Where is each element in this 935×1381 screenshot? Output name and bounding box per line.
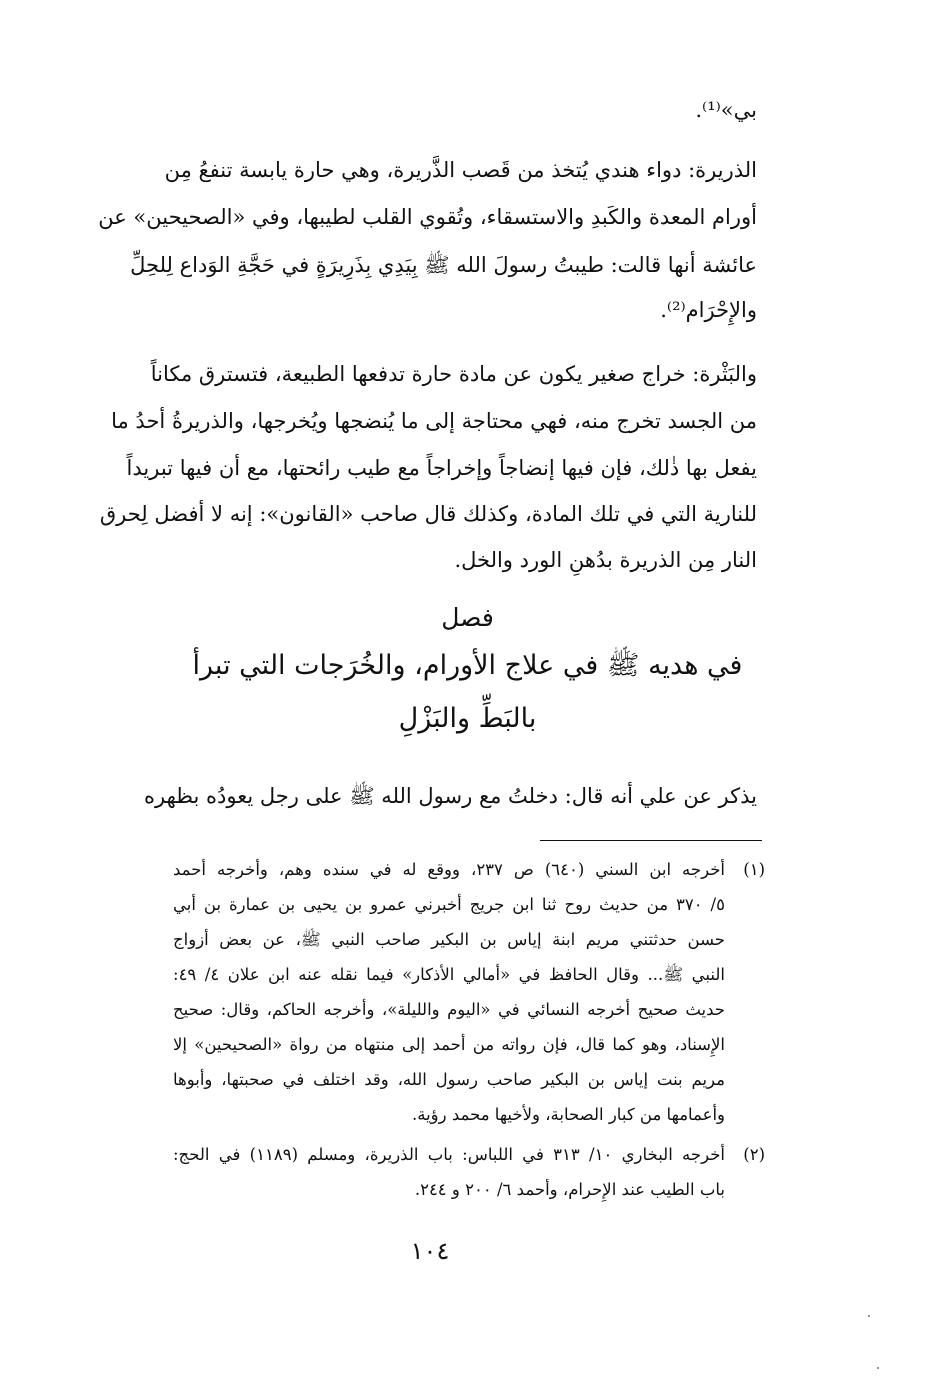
text-line: للنارية التي في تلك المادة، وكذلك قال صاحب «القانون»: إنه لا أفضل لِحرق <box>99 502 757 526</box>
section-label: فصل <box>441 603 494 632</box>
text-line: والإِحْرَام⁽²⁾. <box>660 298 757 322</box>
footnote-line: وأعمامها من كبار الصحابة، ولأخيها محمد رؤية. <box>412 1105 725 1124</box>
footnote-line: ٥/ ٣٧٠ من حديث روح ثنا ابن جريج أخبرني عمرو بن يحيى بن عمارة بن أبي <box>173 895 725 914</box>
text-line: الذريرة: دواء هندي يُتخذ من قَصب الذَّريرة، وهي حارة يابسة تنفعُ مِن <box>164 158 757 182</box>
footnote-line: حسن حدثتني مريم ابنة إياس بن البكير صاحب النبي ﷺ، عن بعض أزواج <box>173 930 725 949</box>
footnote-line: أخرجه ابن السني (٦٤٠) ص ٢٣٧، ووقع له في سنده وهم، وأخرجه أحمد <box>173 860 725 879</box>
footnote-line: مريم بنت إياس بن البكير صاحب رسول الله، وقد اختلف في صحبتها، وأبوها <box>173 1070 725 1089</box>
text-line: من الجسد تخرج منه، فهي محتاجة إلى ما يُنضجها ويُخرجها، والذريرةُ أحدُ ما <box>111 409 757 433</box>
scan-speck <box>877 1367 879 1369</box>
footnote-line: الإِسناد، وهو كما قال، فإن رواته من أحمد إلى منتهاه من رواة «الصحيحين» إلا <box>173 1035 725 1054</box>
section-title-line2: بالبَطِّ والبَزْلِ <box>398 703 537 734</box>
scan-speck <box>868 1315 870 1317</box>
carryover-line: بي»⁽¹⁾. <box>695 98 757 122</box>
section-title-line1: في هديه ﷺ في علاج الأورام، والخُرَجات التي تبرأ <box>192 650 743 681</box>
footnote-line: حديث صحيح أخرجه النسائي في «اليوم والليلة»، وأخرجه الحاكم، وقال: صحيح <box>173 1000 725 1019</box>
text-line: يفعل بها ذٰلك، فإن فيها إنضاجاً وإخراجاً مع طيب رائحتها، مع أن فيها تبريداً <box>126 456 757 480</box>
text-line: النار مِن الذريرة بدُهنِ الورد والخل. <box>454 548 757 572</box>
text-line: أورام المعدة والكَبدِ والاستسقاء، وتُقوي القلب لطيبها، وفي «الصحيحين» عن <box>98 205 757 229</box>
footnote-number: (١) <box>743 860 765 879</box>
text-line: والبَثْرة: خراج صغير يكون عن مادة حارة تدفعها الطبيعة، فتسترق مكاناً <box>150 362 757 386</box>
footnote-line: أخرجه البخاري ١٠/ ٣١٣ في اللباس: باب الذريرة، ومسلم (١١٨٩) في الحج: <box>173 1145 725 1164</box>
page-number: ١٠٤ <box>410 1237 450 1265</box>
footnote-separator <box>540 840 762 841</box>
footnote-number: (٢) <box>743 1145 765 1164</box>
footnote-line: باب الطيب عند الإِحرام، وأحمد ٦/ ٢٠٠ و ٢٤٤. <box>414 1180 725 1199</box>
text-line: عائشة أنها قالت: طيبتُ رسولَ الله ﷺ بِيَدِي بِذَرِيرَةٍ في حَجَّةِ الوَداع لِلحِلِّ <box>130 253 757 277</box>
footnote-line: النبي ﷺ... وقال الحافظ في «أمالي الأذكار» فيما نقله عنه ابن علان ٤/ ٤٩: <box>173 965 725 984</box>
paragraph-ali: يذكر عن علي أنه قال: دخلتُ مع رسول الله ﷺ على رجل يعودُه بظهره <box>144 784 757 808</box>
